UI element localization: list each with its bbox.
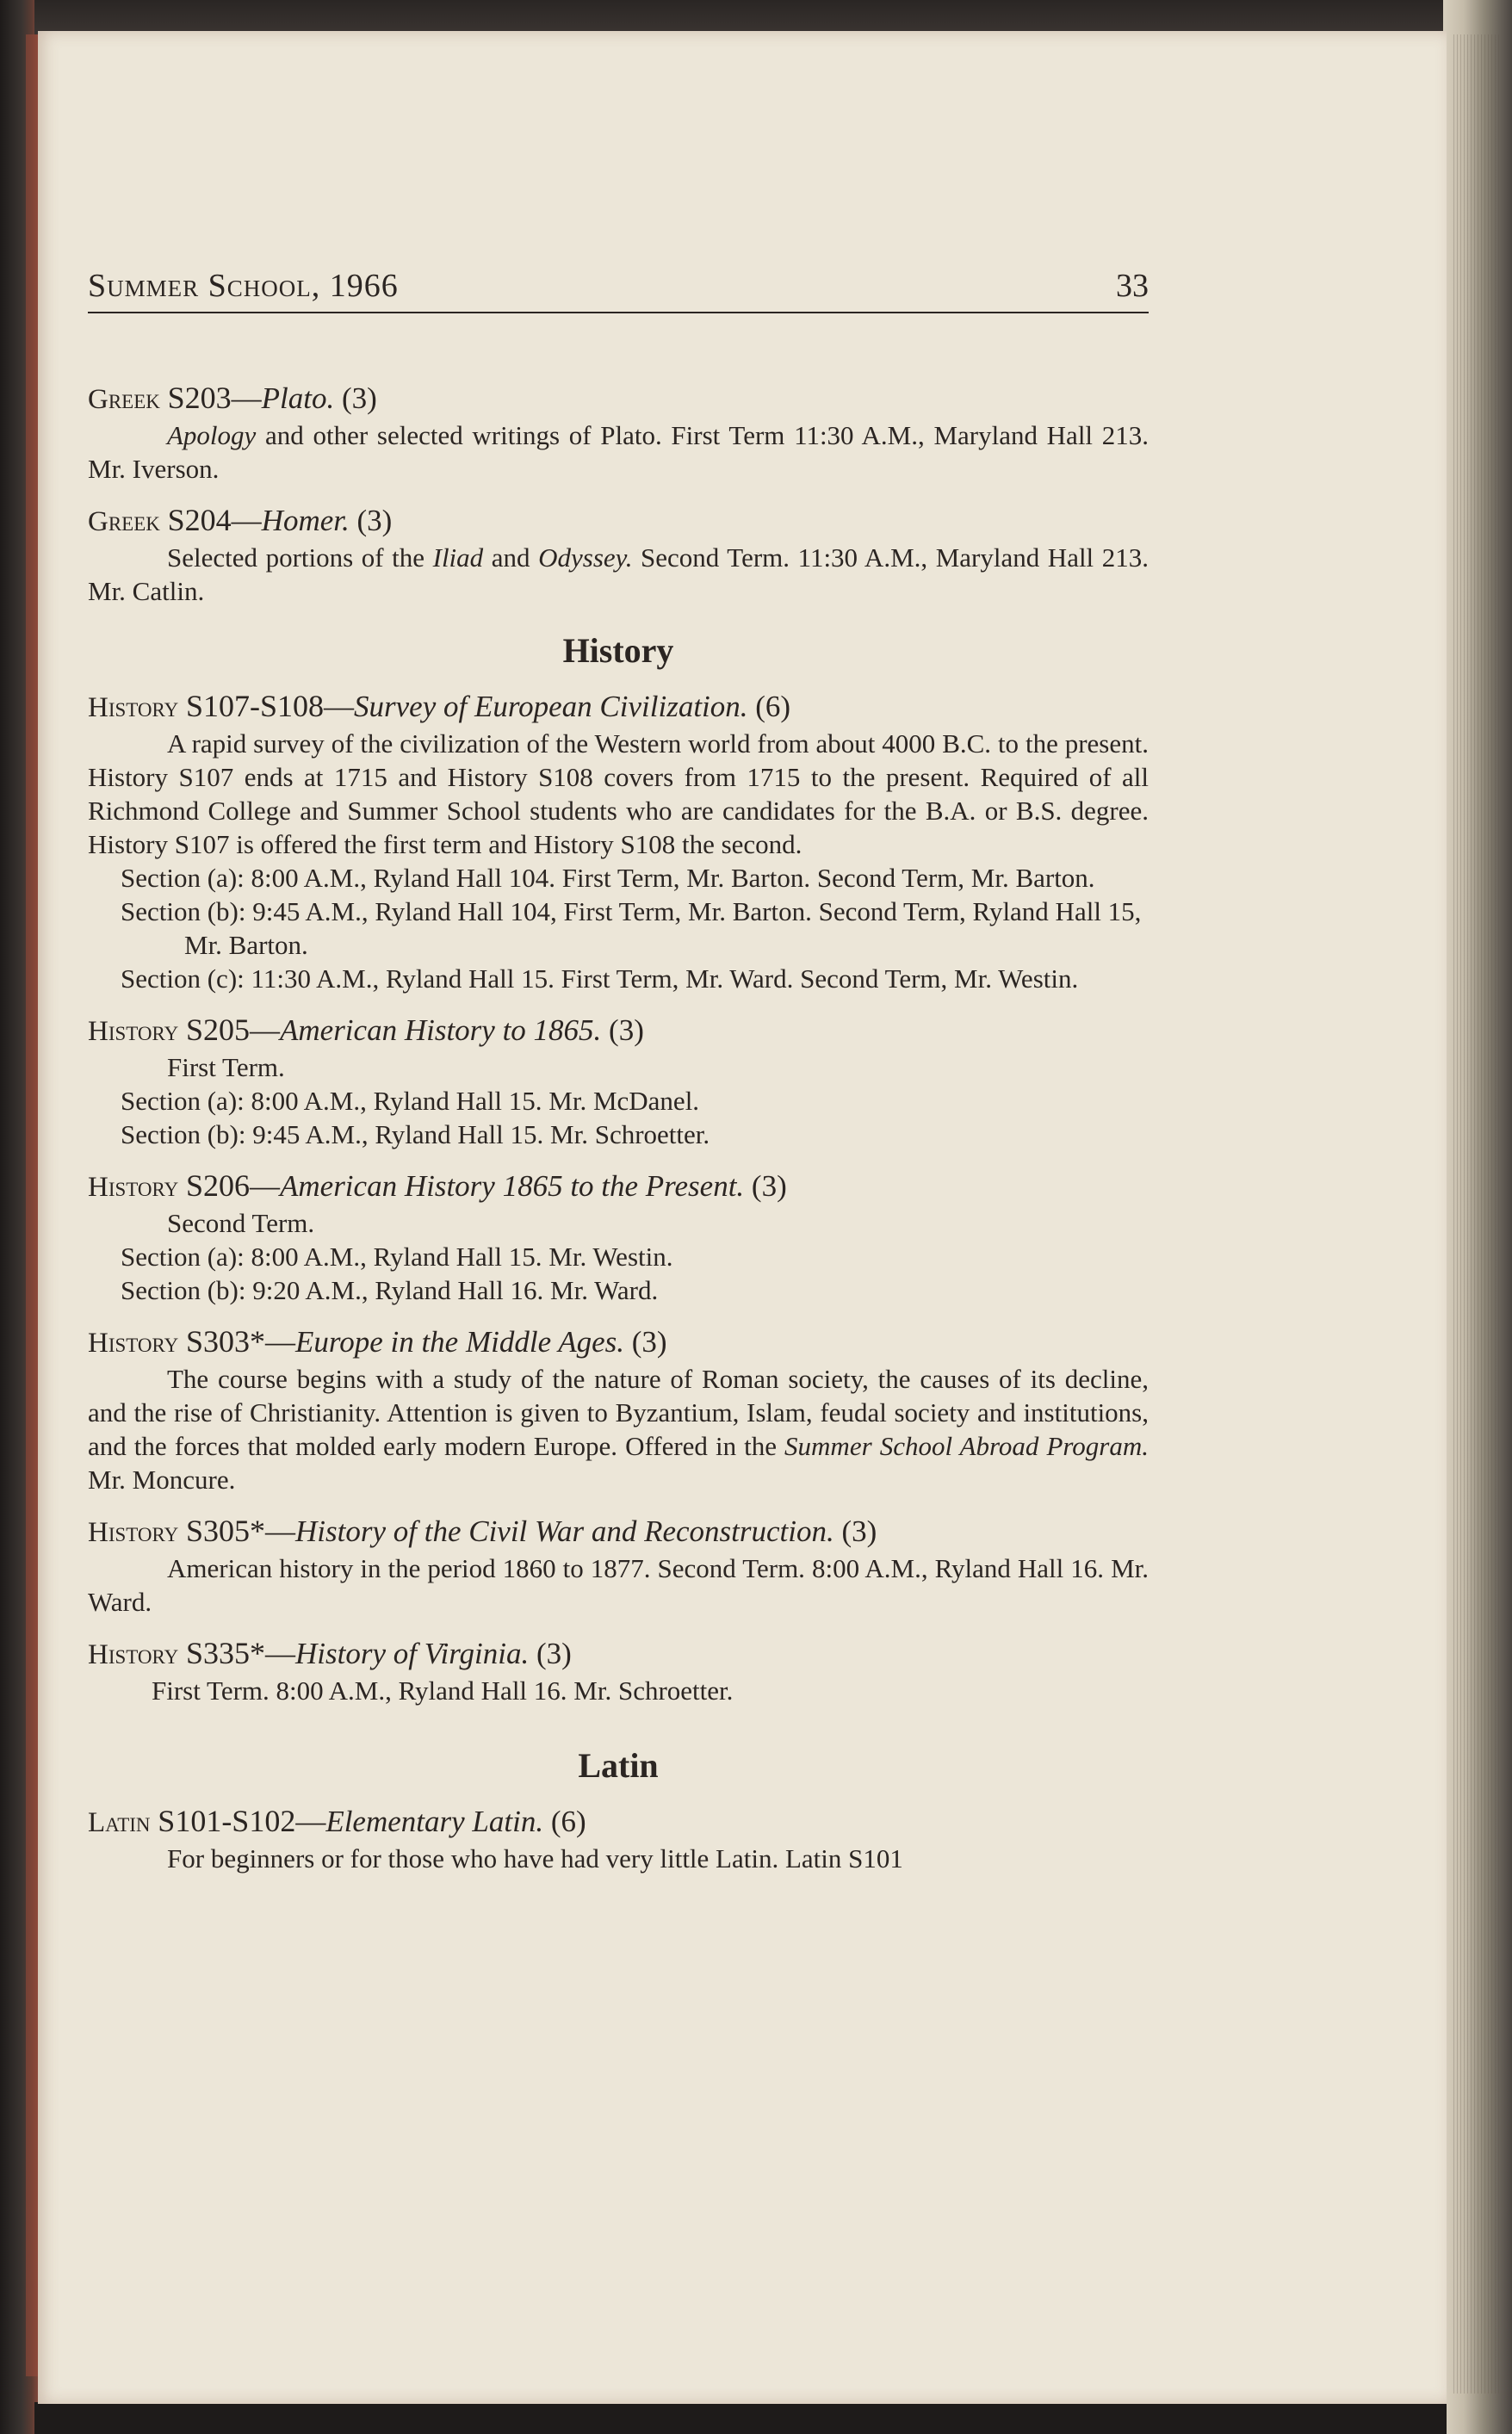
- course-title: Plato.: [261, 381, 335, 415]
- course-number: S107-S108: [185, 689, 324, 723]
- course-credits: (6): [550, 1805, 586, 1838]
- course-heading: History S107-S108—Survey of European Civilization. (6): [88, 689, 791, 723]
- department: Greek: [88, 506, 160, 537]
- course-number: S335*: [185, 1636, 265, 1670]
- section-line: Section (c): 11:30 A.M., Ryland Hall 15. First Term, Mr. Ward. Second Term, Mr. Westin.: [121, 963, 1079, 994]
- course-number: S206: [185, 1168, 250, 1203]
- course-title: Europe in the Middle Ages.: [295, 1325, 625, 1359]
- course-listing: [88, 379, 1149, 1891]
- course-heading: History S206—American History 1865 to the Present. (3): [88, 1168, 787, 1203]
- course-description: For beginners or for those who have had very little Latin. Latin S101: [167, 1843, 903, 1873]
- course-heading: Greek S203—Plato. (3): [88, 381, 377, 415]
- page-stack-lines: [1453, 34, 1502, 2394]
- section-heading-latin: Latin: [578, 1746, 659, 1785]
- section-line: Section (a): 8:00 A.M., Ryland Hall 15. Mr. McDanel.: [121, 1086, 700, 1116]
- section-line: Section (b): 9:45 A.M., Ryland Hall 15. Mr. Schroetter.: [121, 1119, 710, 1149]
- course-heading: History S303*—Europe in the Middle Ages. (3): [88, 1324, 667, 1359]
- section-line: Section (b): 9:20 A.M., Ryland Hall 16. Mr. Ward.: [121, 1275, 659, 1305]
- description-text: and: [483, 542, 539, 573]
- term-line: Second Term.: [167, 1208, 315, 1238]
- department: History: [88, 1016, 179, 1047]
- department: History: [88, 1328, 179, 1359]
- course-number: S101-S102: [158, 1804, 296, 1838]
- description-text: The course begins with a study of the nature of Roman society, the causes of its decline, and the rise of Christianity. Attention is given to Byzantium, Islam, feudal society and institutions, and the forces that molded early modern Europe. Offered in the: [88, 1364, 1149, 1461]
- course-number: S203: [167, 381, 232, 415]
- course-entry-greek-s204: [88, 501, 1149, 608]
- course-heading: History S205—American History to 1865. (3): [88, 1013, 644, 1047]
- course-credits: (3): [356, 504, 393, 537]
- course-heading: History S335*—History of Virginia. (3): [88, 1636, 572, 1670]
- course-credits: (3): [631, 1325, 667, 1359]
- page-number: 33: [1116, 268, 1149, 304]
- course-entry-history-s205: [88, 1011, 1149, 1151]
- running-head: [88, 260, 1149, 313]
- course-title: American History 1865 to the Present.: [280, 1169, 745, 1203]
- course-description: First Term. 8:00 A.M., Ryland Hall 16. Mr. Schroetter.: [152, 1675, 734, 1706]
- course-entry-history-s206: [88, 1167, 1149, 1307]
- description-text: and other selected writings of Plato. First Term 11:30 A.M., Maryland Hall 213. Mr. Iverson.: [88, 420, 1149, 484]
- page: [38, 31, 1447, 2404]
- course-title: History of the Civil War and Reconstruction.: [295, 1514, 834, 1548]
- section-line: Section (a): 8:00 A.M., Ryland Hall 15. Mr. Westin.: [121, 1242, 673, 1272]
- course-title: Survey of European Civilization.: [354, 690, 748, 723]
- course-heading: Latin S101-S102—Elementary Latin. (6): [88, 1804, 586, 1838]
- course-number: S303*: [185, 1324, 265, 1359]
- department: History: [88, 1172, 179, 1203]
- bottom-shadow: [34, 2402, 1447, 2434]
- department: History: [88, 692, 179, 723]
- course-credits: (6): [755, 690, 791, 723]
- course-entry-history-s305: [88, 1512, 1149, 1619]
- course-description: A rapid survey of the civilization of the Western world from about 4000 B.C. to the present. History S107 ends at 1715 and History S108 covers from 1715 to the present. Required of all Richmond College and Summer School students who are candidates for the B.A. or B.S. degree. History S107 is offered the first term and History S108 the second.: [88, 728, 1149, 859]
- course-heading: Greek S204—Homer. (3): [88, 503, 393, 537]
- course-entry-history-s107-s108: [88, 687, 1149, 995]
- course-title: American History to 1865.: [280, 1013, 602, 1047]
- department: Latin: [88, 1807, 151, 1838]
- department: Greek: [88, 384, 160, 415]
- course-description: [88, 418, 1149, 486]
- course-title: History of Virginia.: [295, 1637, 530, 1670]
- italic-program: Summer School Abroad Program.: [784, 1431, 1149, 1461]
- course-title: Elementary Latin.: [325, 1805, 544, 1838]
- course-description: [88, 1362, 1149, 1496]
- course-entry-greek-s203: [88, 379, 1149, 486]
- course-entry-latin-s101-s102: [88, 1802, 1149, 1875]
- italic-title: Apology: [167, 420, 257, 450]
- running-title: Summer School, 1966: [88, 268, 399, 304]
- italic-title: Iliad: [432, 542, 484, 573]
- section-line: Section (b): 9:45 A.M., Ryland Hall 104, First Term, Mr. Barton. Second Term, Ryland Hall 15, Mr. Barton.: [121, 896, 1142, 960]
- section-heading-history: History: [562, 631, 674, 670]
- course-credits: (3): [342, 381, 377, 415]
- course-number: S305*: [185, 1514, 265, 1548]
- department: History: [88, 1639, 179, 1670]
- description-text: Selected portions of the: [167, 542, 433, 573]
- section-line: Section (a): 8:00 A.M., Ryland Hall 104. First Term, Mr. Barton. Second Term, Mr. Barton.: [121, 863, 1095, 893]
- course-credits: (3): [536, 1637, 572, 1670]
- course-description: [88, 541, 1149, 608]
- course-entry-history-s335: [88, 1634, 1149, 1707]
- course-description: American history in the period 1860 to 1877. Second Term. 8:00 A.M., Ryland Hall 16. Mr. Ward.: [88, 1553, 1149, 1617]
- course-number: S204: [167, 503, 232, 537]
- course-title: Homer.: [261, 504, 350, 537]
- top-shadow: [34, 0, 1447, 34]
- description-text: Second Term. 11:30 A.M., Maryland Hall 213. Mr. Catlin.: [88, 542, 1149, 606]
- course-heading: History S305*—History of the Civil War and Reconstruction. (3): [88, 1514, 877, 1548]
- course-entry-history-s303: [88, 1322, 1149, 1496]
- course-number: S205: [185, 1013, 250, 1047]
- italic-title: Odyssey.: [538, 542, 633, 573]
- binding-edge: [26, 34, 38, 2376]
- course-credits: (3): [609, 1013, 644, 1047]
- course-credits: (3): [841, 1514, 877, 1548]
- description-text: Mr. Moncure.: [88, 1465, 236, 1495]
- course-credits: (3): [751, 1169, 787, 1203]
- term-line: First Term.: [167, 1052, 285, 1082]
- department: History: [88, 1517, 179, 1548]
